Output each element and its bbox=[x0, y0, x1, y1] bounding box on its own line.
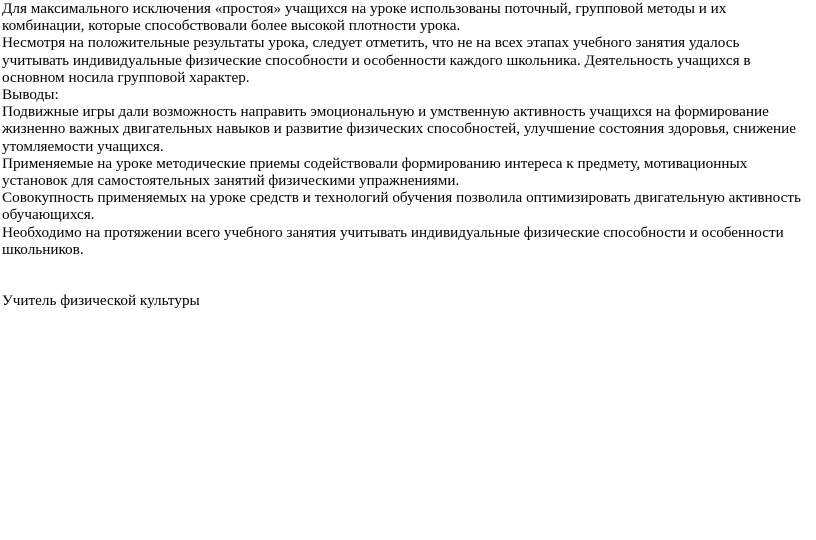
conclusions-heading: Выводы: bbox=[2, 86, 59, 104]
signature-line: Учитель физической культуры bbox=[2, 292, 200, 310]
paragraph-conclusion-technologies: Совокупность применяемых на уроке средств и технологий обучения позволила оптимизировать двигательную активность обучающихся. bbox=[2, 189, 801, 224]
paragraph-conclusion-games: Подвижные игры дали возможность направить эмоциональную и умственную активность учащихся на формирование жизненно важных двигательных навыков и развитие физических способностей, улучшение состояния здоровья, снижение утомляемости учащихся. bbox=[2, 103, 796, 155]
paragraph-shortcomings: Несмотря на положительные результаты урока, следует отметить, что не на всех этапах учебного занятия удалось учитывать индивидуальные физические способности и особенности каждого школьника. Деятельность учащихся в основном носила групповой характер. bbox=[2, 34, 751, 86]
paragraph-conclusion-methods: Применяемые на уроке методические приемы содействовали формированию интереса к предмету, мотивационных установок для самостоятельных занятий физическими упражнениями. bbox=[2, 154, 748, 190]
paragraph-conclusion-individual: Необходимо на протяжении всего учебного занятия учитывать индивидуальные физические способности и особенности школьников. bbox=[2, 223, 784, 258]
blank-space bbox=[2, 258, 808, 292]
paragraph-organization-methods: Для максимального исключения «простоя» учащихся на уроке использованы поточный, групповой методы и их комбинации, которые способствовали более высокой плотности урока. bbox=[2, 0, 727, 35]
